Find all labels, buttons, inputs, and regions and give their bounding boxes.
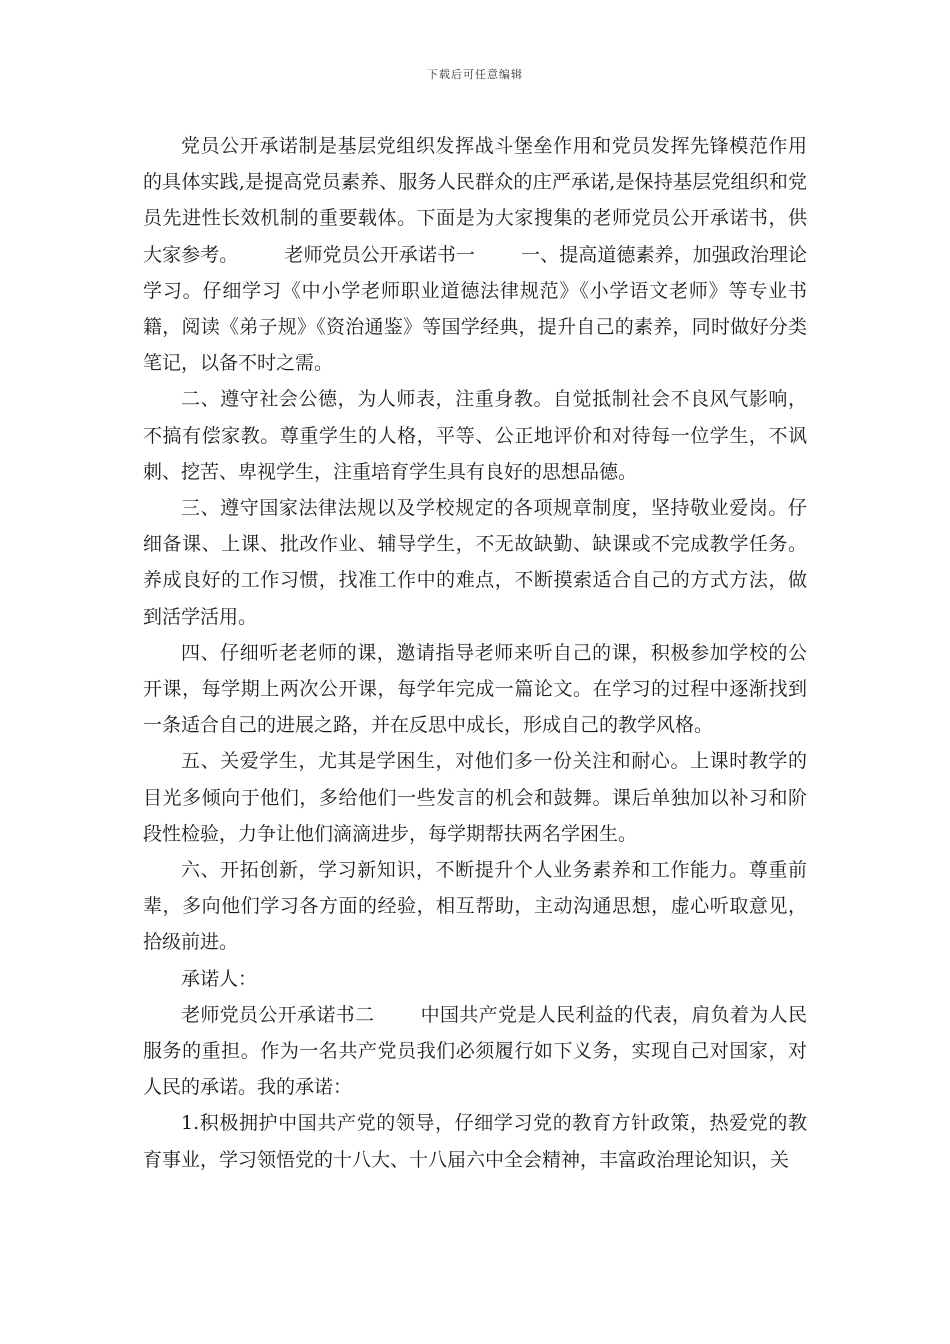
paragraph-item-three: 三、遵守国家法律法规以及学校规定的各项规章制度，坚持敬业爱岗。仔细备课、上课、批改作业、辅导学生，不无故缺勤、缺课或不完成教学任务。养成良好的工作习惯，找准工作中的难点，不断摸索适合自己的方式方法，做到活学活用。: [143, 497, 807, 628]
document-body: [143, 128, 807, 1178]
paragraph-item-six: 六、开拓创新，学习新知识，不断提升个人业务素养和工作能力。尊重前辈，多向他们学习各方面的经验，相互帮助，主动沟通思想，虚心听取意见，拾级前进。: [143, 859, 807, 954]
paragraph-pledge-one: 1.积极拥护中国共产党的领导，仔细学习党的教育方针政策，热爱党的教育事业，学习领悟党的十八大、十八届六中全会精神，丰富政治理论知识，关: [143, 1112, 807, 1171]
paragraph-item-five: 五、关爱学生，尤其是学困生，对他们多一份关注和耐心。上课时教学的目光多倾向于他们，多给他们一些发言的机会和鼓舞。课后单独加以补习和阶段性检验，力争让他们滴滴进步，每学期帮扶两名学困生。: [143, 750, 807, 845]
section-title-one: 老师党员公开承诺书一: [284, 243, 476, 266]
paragraph-intro: [143, 128, 807, 381]
paragraph-section-two: 老师党员公开承诺书二 中国共产党是人民利益的代表，肩负着为人民服务的重担。作为一名共产党员我们必须履行如下义务，实现自己对国家，对人民的承诺。我的承诺：: [143, 1003, 807, 1099]
paragraph-item-two: 二、遵守社会公德，为人师表，注重身教。自觉抵制社会不良风气影响，不搞有偿家教。尊重学生的人格，平等、公正地评价和对待每一位学生，不讽刺、挖苦、卑视学生，注重培育学生具有良好的思想品德。: [143, 388, 807, 483]
paragraph-signatory: 承诺人：: [181, 967, 258, 990]
paragraph-item-four: 四、仔细听老老师的课，邀请指导老师来听自己的课，积极参加学校的公开课，每学期上两次公开课，每学年完成一篇论文。在学习的过程中逐渐找到一条适合自己的进展之路，并在反思中成长，形成自己的教学风格。: [143, 641, 807, 737]
item-one-text: 一、提高道德素养，加强政治理论学习。仔细学习《中小学老师职业道德法律规范》《小学语文老师》等专业书籍，阅读《弟子规》《资治通鉴》等国学经典，提升自己的素养，同时做好分类笔记，以备不时之需。: [143, 243, 807, 375]
intro-text: 党员公开承诺制是基层党组织发挥战斗堡垒作用和党员发挥先锋模范作用的具体实践,是提高党员素养、服务人民群众的庄严承诺,是保持基层党组织和党员先进性长效机制的重要载体。下面是为大家搜集的老师党员公开承诺书，供大家参考。: [143, 135, 807, 266]
section-title-two: 老师党员公开承诺书二: [181, 1003, 375, 1026]
page-header: 下载后可任意编辑: [427, 68, 523, 81]
